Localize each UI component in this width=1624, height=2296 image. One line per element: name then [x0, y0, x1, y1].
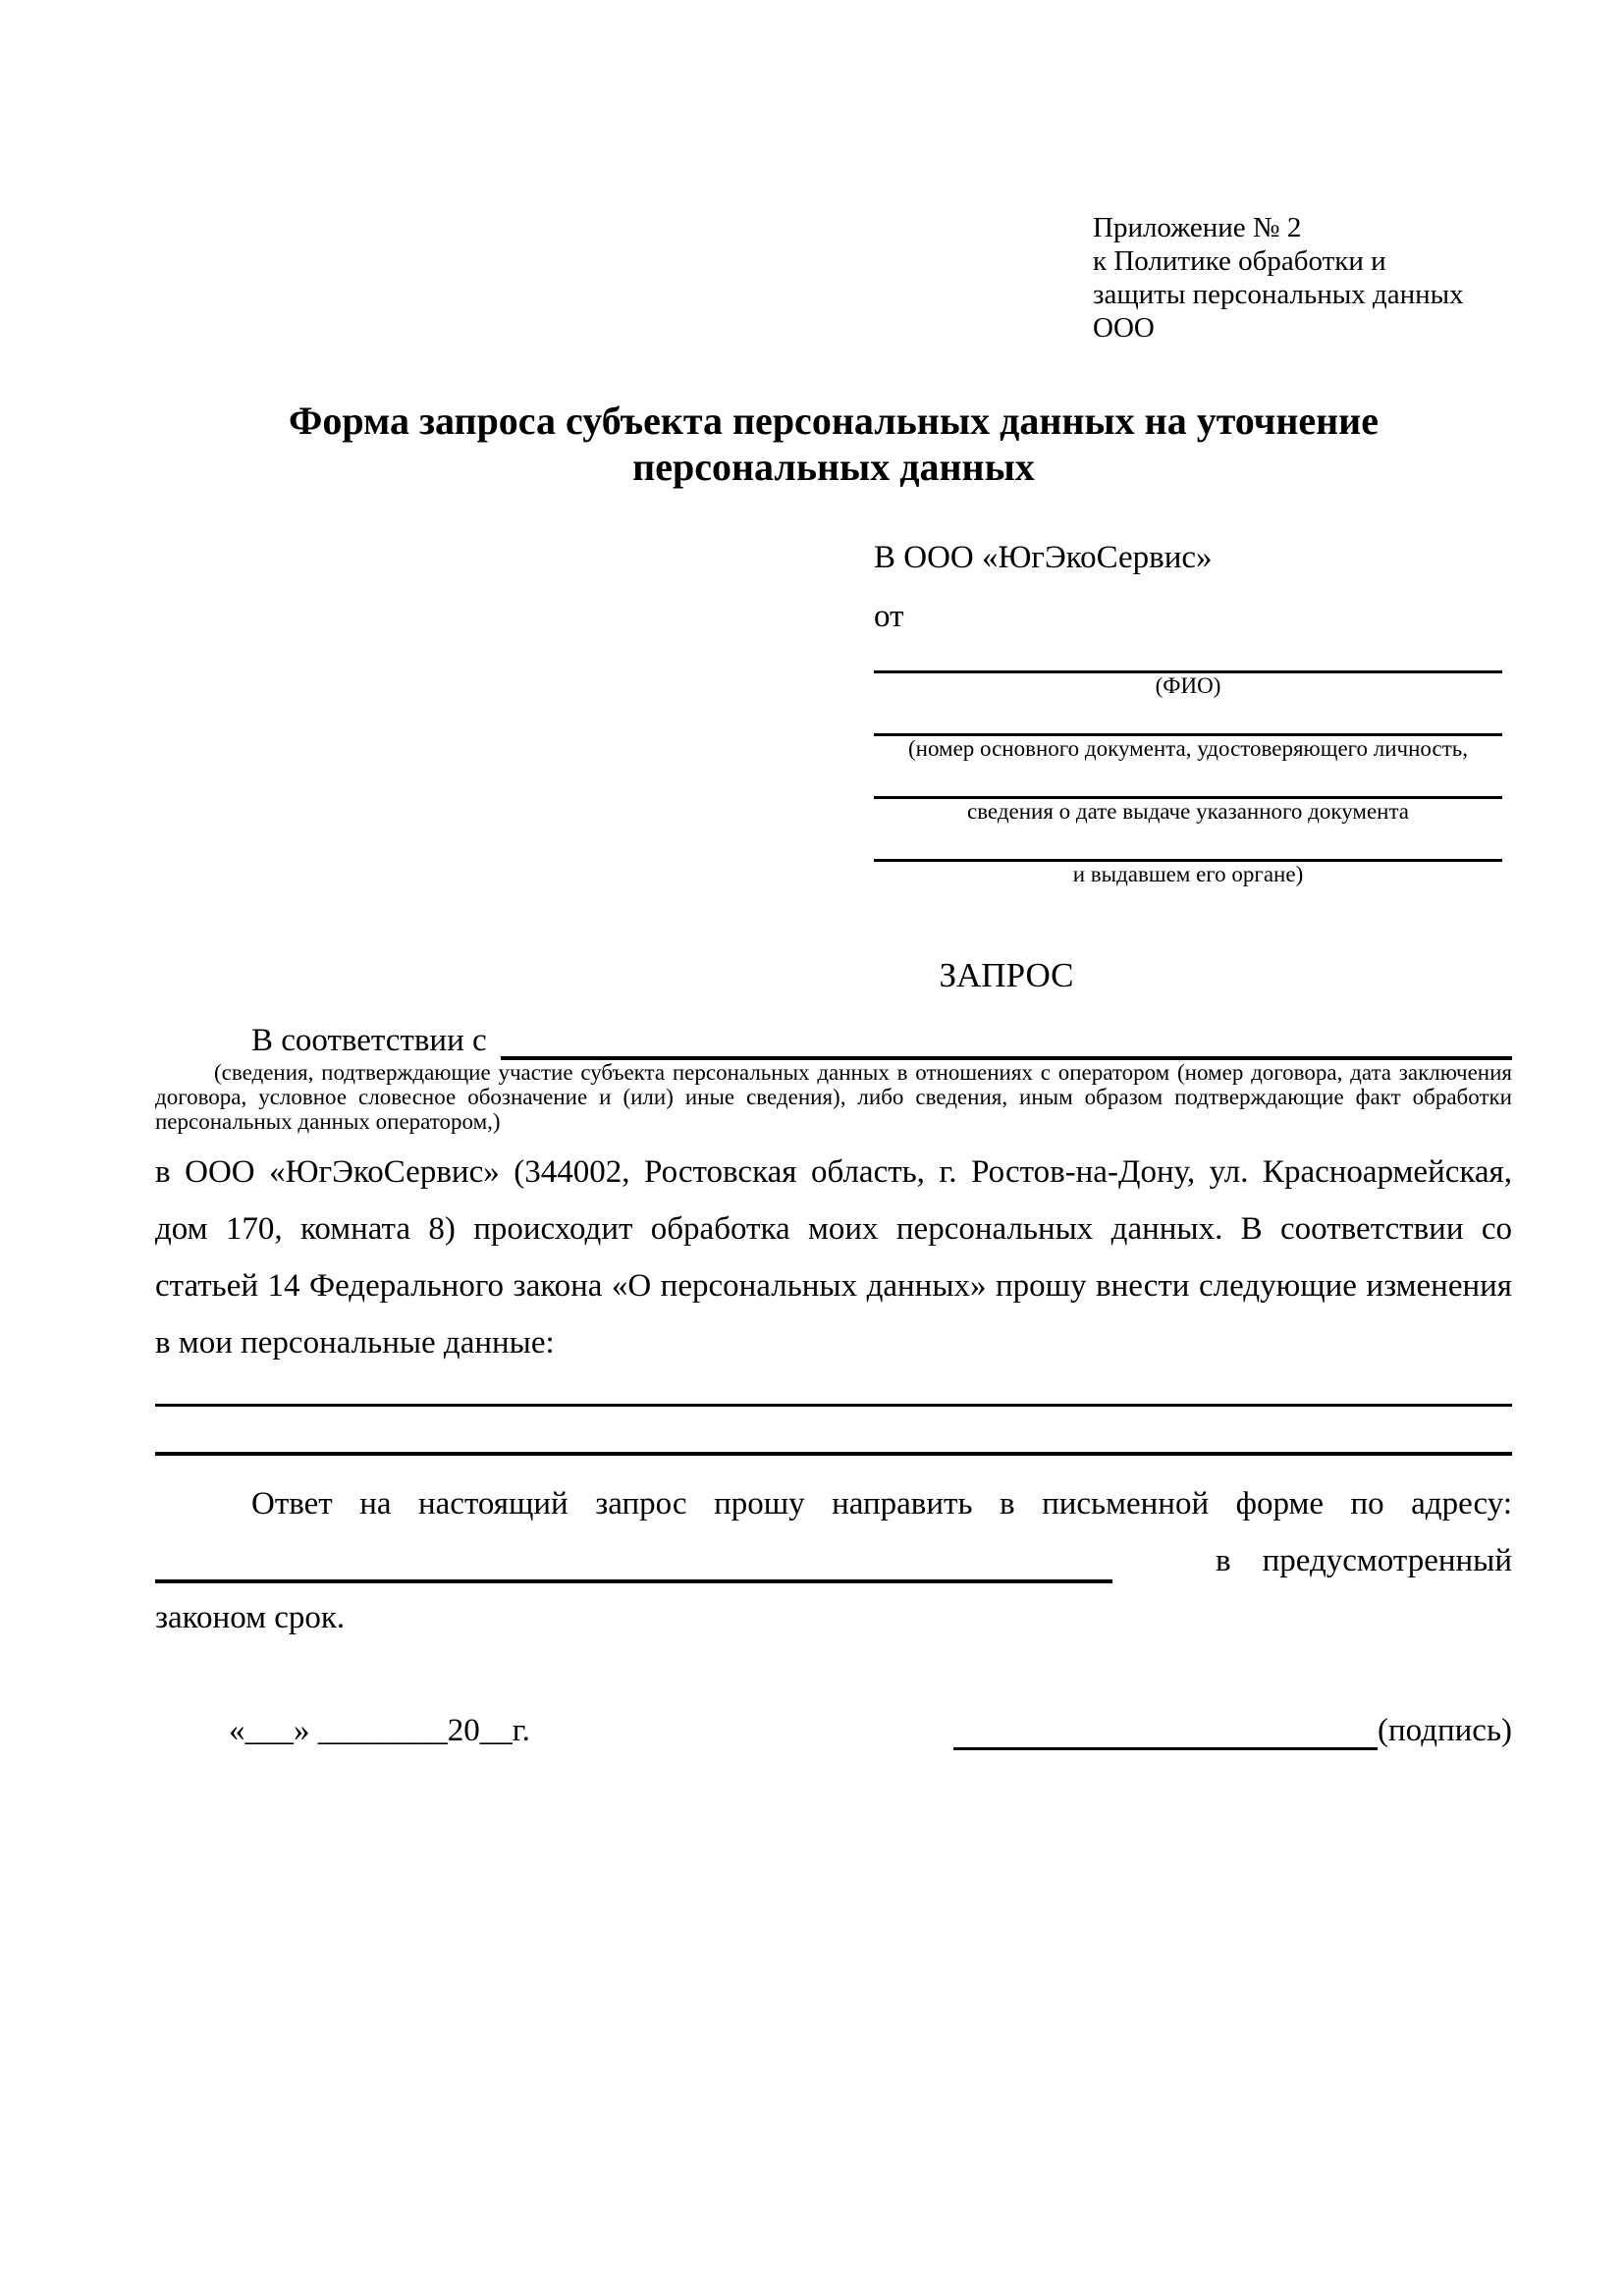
- reply-request-line: Ответ на настоящий запрос прошу направить в письменной форме по адресу:: [251, 1486, 1512, 1522]
- appendix-line: ООО: [1093, 312, 1155, 344]
- changes-blank-line-2: [155, 1407, 1512, 1456]
- addressee-block: [874, 538, 1502, 887]
- changes-blank-line-1: [155, 1371, 1512, 1407]
- signature-group: [953, 1711, 1512, 1750]
- issue-date-blank-line: [874, 762, 1502, 799]
- basis-prefix: В соответствии с: [251, 1023, 487, 1058]
- basis-blank-line: [501, 1021, 1512, 1060]
- issuing-authority-caption: и выдавшем его органе): [1072, 862, 1304, 886]
- appendix-line: Приложение № 2: [1093, 212, 1302, 243]
- appendix-note: [1093, 211, 1512, 345]
- document-number-blank-line: [874, 699, 1502, 736]
- addressee-from-label: от: [874, 599, 904, 634]
- document-title: Форма запроса субъекта персональных данных на уточнение персональных данных: [289, 399, 1379, 489]
- document-number-caption: (номер основного документа, удостоверяющего личность,: [907, 736, 1468, 761]
- issuing-authority-blank-line: [874, 825, 1502, 862]
- reply-address-line: [155, 1532, 1512, 1589]
- basis-line: [155, 1017, 1512, 1060]
- request-heading: ЗАПРОС: [939, 956, 1074, 994]
- reply-paragraph: [155, 1475, 1512, 1646]
- basis-caption: (сведения, подтверждающие участие субъекта персональных данных в отношениях с оператором (номер договора, дата заключения договора, условное словесное обозначение и (или) иные сведения), либо сведения, иным образом подтверждающие факт обработки персональных данных оператором,): [155, 1060, 1512, 1134]
- signature-caption: (подпись): [1378, 1713, 1512, 1748]
- address-blank-line: [155, 1540, 1112, 1583]
- appendix-line: к Политике обработки и: [1093, 245, 1386, 277]
- date-signature-row: [155, 1711, 1512, 1750]
- issue-date-caption: сведения о дате выдаче указанного документа: [966, 799, 1410, 824]
- fio-caption: (ФИО): [1155, 673, 1221, 698]
- date-field: «___» ________20__г.: [229, 1713, 530, 1748]
- reply-word-predusmotrennyi: предусмотренный: [1262, 1543, 1512, 1578]
- reply-word-v: в: [1216, 1543, 1231, 1578]
- reply-term-line: законом срок.: [155, 1600, 346, 1635]
- signature-blank-line: [953, 1713, 1378, 1750]
- main-paragraph: в ООО «ЮгЭкоСервис» (344002, Ростовская область, г. Ростов-на-Дону, ул. Красноармейская, дом 170, комната 8) происходит обработка моих персональных данных. В соответствии со статьей 14 Федерального закона «О персональных данных» прошу внести следующие изменения в мои персональные данные:: [155, 1154, 1512, 1361]
- fio-blank-line: [874, 636, 1502, 673]
- appendix-line: защиты персональных данных: [1093, 279, 1464, 310]
- addressee-organization: В ООО «ЮгЭкоСервис»: [874, 540, 1213, 575]
